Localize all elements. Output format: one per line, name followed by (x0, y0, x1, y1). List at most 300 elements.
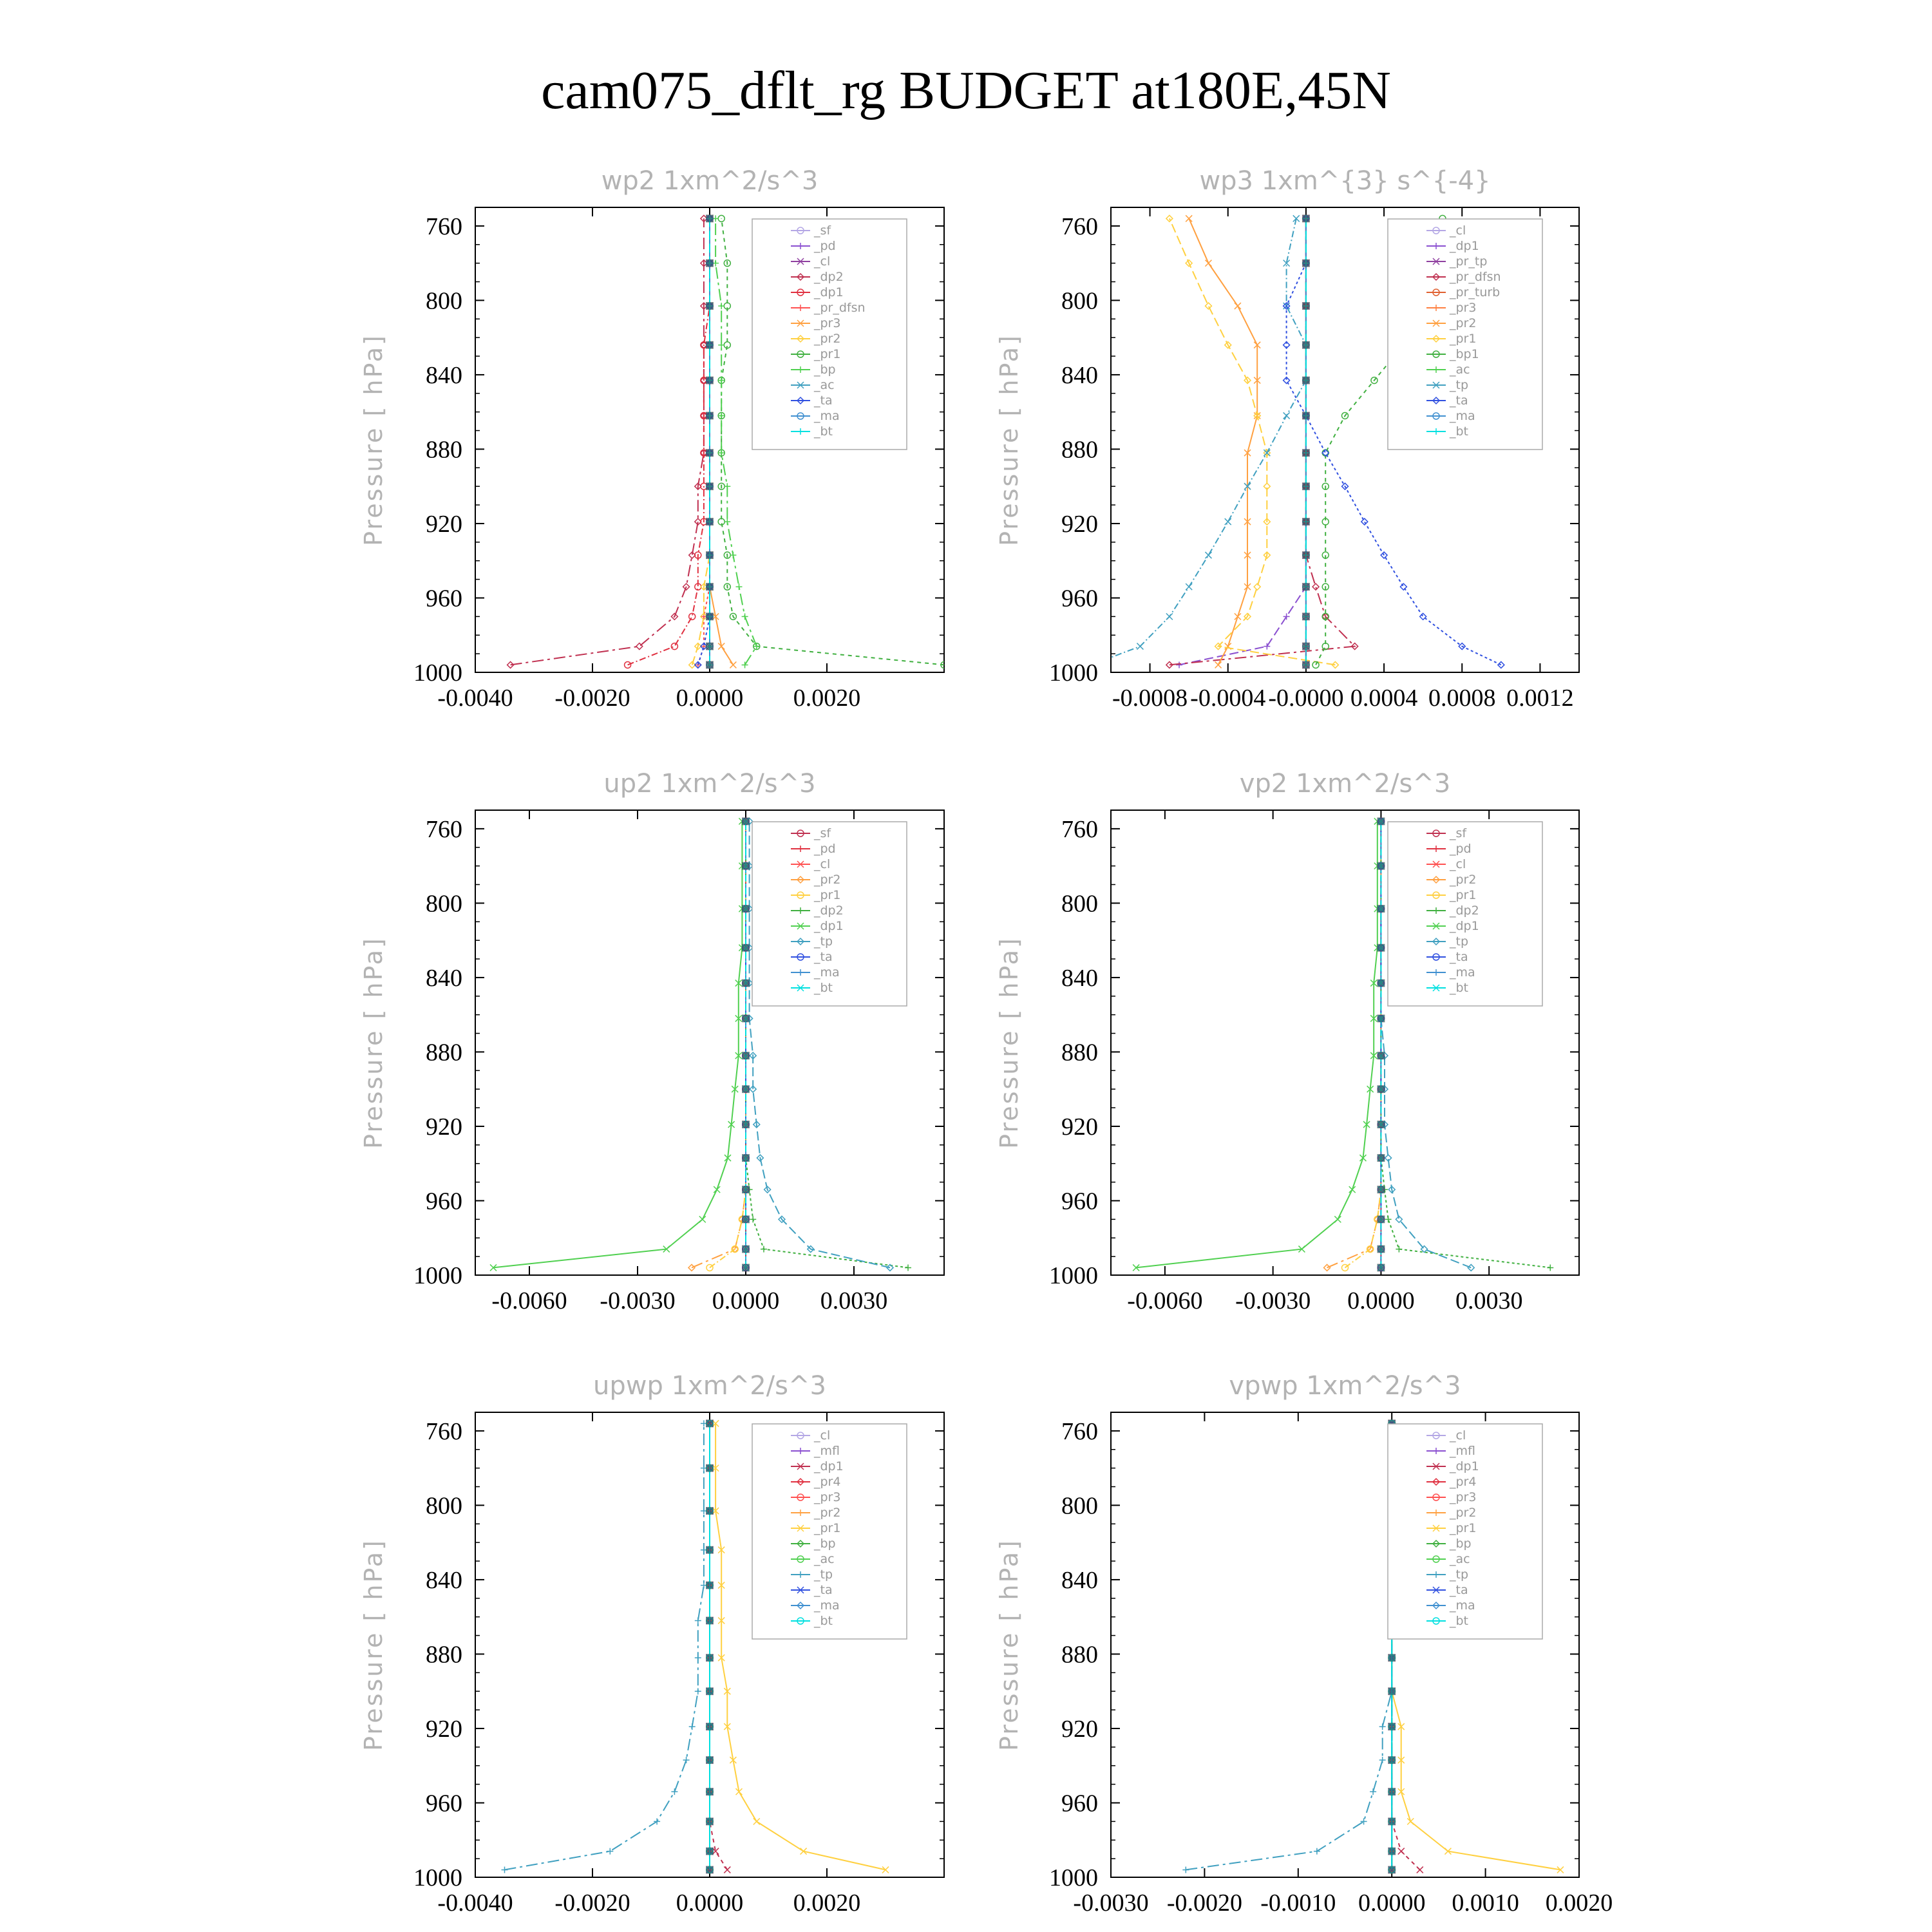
data-point (730, 661, 736, 668)
panel-2 (995, 166, 1579, 712)
data-point (706, 302, 714, 310)
legend-label: _pr2 (814, 873, 841, 887)
series-line-dp1 (628, 218, 710, 665)
x-tick-label: 0.0020 (793, 1889, 861, 1917)
y-tick-label: 760 (1061, 1417, 1098, 1445)
y-tick-label: 880 (426, 1039, 462, 1066)
y-tick-label: 920 (426, 1715, 462, 1743)
series-line-pr1 (1345, 821, 1381, 1267)
data-point (1302, 214, 1310, 222)
data-point (742, 817, 750, 825)
data-point (706, 661, 714, 668)
x-tick-label: 0.0030 (1455, 1287, 1523, 1314)
legend-label: _ta (1450, 1583, 1468, 1597)
data-point (1166, 613, 1173, 620)
data-point (761, 1246, 767, 1253)
data-point (695, 1654, 701, 1661)
legend-label: _pr2 (1450, 873, 1477, 887)
data-point (706, 1756, 714, 1764)
data-point (1377, 817, 1385, 825)
data-point (724, 518, 730, 525)
legend-label: _pr_dfsn (1450, 270, 1501, 284)
data-point (742, 1154, 750, 1162)
panel-title: wp2 1xm^2/s^3 (601, 166, 819, 196)
series-line-pr2 (1327, 821, 1381, 1267)
legend-label: _bt (814, 981, 833, 995)
data-point (1302, 518, 1310, 526)
data-point (706, 551, 714, 559)
data-point (706, 1464, 714, 1472)
legend-label: _dp2 (814, 904, 844, 918)
data-point (1283, 412, 1290, 419)
legend-label: _tp (1450, 378, 1469, 392)
x-tick-label: -0.0060 (1127, 1287, 1203, 1314)
data-point (706, 1817, 714, 1825)
data-point (654, 1818, 660, 1824)
legend-label: _bp (814, 363, 836, 377)
data-point (1498, 661, 1504, 668)
data-point (1377, 1245, 1385, 1253)
panel-title: wp3 1xm^{3} s^{-4} (1199, 166, 1491, 196)
series-line-pr_dfsn (1170, 218, 1355, 665)
y-tick-label: 960 (426, 1188, 462, 1215)
data-point (706, 1723, 714, 1730)
data-point (1302, 583, 1310, 591)
x-tick-label: 0.0020 (793, 685, 861, 712)
legend-label: _pr4 (814, 1475, 841, 1489)
data-point (1468, 1264, 1474, 1271)
data-point (1254, 583, 1260, 590)
x-tick-label: 0.0008 (1428, 685, 1496, 712)
data-point (1361, 518, 1368, 525)
legend-label: _ta (1450, 950, 1468, 964)
legend-label: _bt (814, 424, 833, 439)
data-point (1377, 1014, 1385, 1022)
y-axis-label: Pressure [ hPa] (359, 334, 388, 546)
panel-1 (359, 166, 947, 712)
legend (752, 219, 907, 450)
y-tick-label: 880 (1061, 436, 1098, 464)
data-point (742, 1186, 750, 1193)
legend-label: _pd (1450, 842, 1472, 856)
data-point (1283, 613, 1290, 620)
series-line-dp2 (511, 218, 704, 665)
data-point (706, 1687, 714, 1695)
y-tick-label: 800 (426, 1492, 462, 1520)
legend-label: _pr1 (814, 347, 841, 361)
data-point (1302, 341, 1310, 349)
y-tick-label: 800 (1061, 287, 1098, 315)
data-point (706, 1546, 714, 1554)
legend-label: _ma (1450, 965, 1475, 980)
data-point (753, 1818, 760, 1824)
y-tick-label: 880 (426, 436, 462, 464)
x-tick-label: -0.0040 (437, 1889, 513, 1917)
y-tick-label: 960 (1061, 1188, 1098, 1215)
y-tick-label: 920 (1061, 510, 1098, 538)
legend-label: _pr1 (1450, 1521, 1477, 1535)
data-point (1314, 1848, 1320, 1855)
data-point (742, 862, 750, 870)
data-point (625, 661, 631, 668)
legend-label: _cl (814, 254, 831, 269)
legend-label: _cl (814, 1428, 831, 1443)
data-point (1312, 583, 1319, 590)
x-tick-label: 0.0012 (1506, 685, 1574, 712)
data-point (718, 342, 724, 348)
data-point (1398, 1848, 1405, 1855)
data-point (1342, 1264, 1349, 1271)
data-point (1215, 661, 1222, 668)
y-tick-label: 1000 (1049, 1864, 1098, 1891)
figure-title: cam075_dflt_rg BUDGET at180E,45N (541, 61, 1391, 120)
data-point (714, 1186, 720, 1193)
data-point (1264, 643, 1270, 650)
x-tick-label: 0.0000 (1347, 1287, 1415, 1314)
data-point (1379, 1723, 1386, 1730)
data-point (742, 1052, 750, 1059)
data-point (1377, 1264, 1385, 1271)
legend-label: _tp (1450, 934, 1469, 949)
data-point (750, 1216, 756, 1222)
data-point (724, 483, 730, 489)
x-tick-label: -0.0020 (554, 1889, 630, 1917)
legend-label: _tp (814, 1567, 833, 1582)
y-tick-label: 760 (1061, 815, 1098, 843)
data-point (1302, 302, 1310, 310)
data-point (1417, 1866, 1423, 1873)
x-tick-label: -0.0008 (1112, 685, 1188, 712)
data-point (699, 1216, 706, 1222)
data-point (706, 1264, 713, 1271)
y-axis-label: Pressure [ hPa] (995, 1539, 1023, 1751)
data-point (1547, 1264, 1553, 1271)
data-point (1361, 1818, 1367, 1824)
legend-label: _dp1 (1450, 239, 1479, 253)
y-tick-label: 800 (1061, 890, 1098, 918)
y-tick-label: 840 (426, 1566, 462, 1594)
legend-label: _ta (814, 1583, 833, 1597)
panel-title: vp2 1xm^2/s^3 (1239, 769, 1451, 799)
data-point (1388, 1687, 1396, 1695)
x-tick-label: -0.0030 (1073, 1889, 1149, 1917)
data-point (1377, 1121, 1385, 1128)
data-point (706, 518, 714, 526)
legend-label: _ta (814, 950, 833, 964)
data-point (607, 1848, 613, 1855)
y-tick-label: 840 (1061, 1566, 1098, 1594)
legend-label: _pr_dfsn (814, 301, 866, 315)
legend-label: _bp (1450, 1537, 1472, 1551)
legend-label: _pr3 (814, 1490, 841, 1504)
data-point (706, 583, 714, 591)
y-tick-label: 960 (1061, 1790, 1098, 1817)
legend (1388, 1424, 1542, 1639)
x-tick-label: 0.0004 (1350, 685, 1418, 712)
legend-label: _pr4 (1450, 1475, 1477, 1489)
data-point (1377, 1154, 1385, 1162)
y-tick-label: 920 (426, 1113, 462, 1141)
data-point (688, 1264, 695, 1271)
data-point (1302, 412, 1310, 419)
data-point (1302, 482, 1310, 490)
legend-label: _pd (814, 842, 836, 856)
legend-label: _ac (814, 378, 835, 392)
data-point (706, 643, 714, 650)
legend-label: _ac (1450, 363, 1470, 377)
legend-label: _dp1 (814, 1459, 844, 1473)
legend-label: _dp1 (814, 285, 844, 299)
panel-title: upwp 1xm^2/s^3 (593, 1371, 826, 1401)
legend-label: _dp2 (814, 270, 844, 284)
series-line-dp1 (1136, 821, 1378, 1267)
data-point (706, 341, 714, 349)
legend-label: _pr_tp (1450, 254, 1488, 269)
y-tick-label: 880 (1061, 1039, 1098, 1066)
panel-3 (359, 769, 944, 1314)
legend-label: _pr1 (1450, 888, 1477, 902)
legend-label: _pr3 (1450, 301, 1477, 315)
y-tick-label: 760 (1061, 213, 1098, 240)
data-point (1312, 661, 1319, 668)
legend-label: _ma (814, 1598, 840, 1613)
data-point (730, 552, 736, 558)
y-tick-label: 960 (426, 585, 462, 612)
data-point (1377, 1085, 1385, 1093)
data-point (1334, 1216, 1341, 1222)
panel-title: up2 1xm^2/s^3 (603, 769, 816, 799)
y-tick-label: 1000 (413, 659, 462, 687)
data-point (502, 1866, 508, 1873)
data-point (1388, 1866, 1396, 1873)
data-point (742, 613, 748, 620)
data-point (695, 1688, 701, 1694)
series-line-pr1 (1170, 218, 1335, 665)
data-point (1377, 1186, 1385, 1193)
data-point (724, 1866, 730, 1873)
y-tick-label: 840 (426, 964, 462, 992)
legend-label: _pr2 (1450, 1506, 1477, 1520)
legend-label: _bt (1450, 424, 1469, 439)
data-point (1225, 518, 1231, 525)
data-point (1137, 643, 1143, 650)
data-point (742, 1014, 750, 1022)
data-point (1388, 1788, 1396, 1795)
y-tick-label: 920 (1061, 1715, 1098, 1743)
y-tick-label: 1000 (413, 1864, 462, 1891)
legend-label: _pr2 (814, 332, 841, 346)
legend-label: _cl (1450, 1428, 1466, 1443)
data-point (1379, 1757, 1386, 1763)
data-point (1302, 612, 1310, 620)
legend-label: _ta (814, 393, 833, 408)
data-point (1370, 1788, 1376, 1795)
legend-label: _sf (814, 223, 831, 238)
legend-label: _cl (1450, 223, 1466, 238)
y-tick-label: 960 (1061, 585, 1098, 612)
y-tick-label: 880 (426, 1641, 462, 1669)
data-point (1400, 583, 1406, 590)
data-point (706, 449, 714, 457)
data-point (1186, 215, 1192, 222)
legend (1388, 219, 1542, 450)
legend-label: _bp1 (1450, 347, 1479, 361)
data-point (1388, 1817, 1396, 1825)
data-point (1385, 1216, 1392, 1222)
data-point (742, 1264, 750, 1271)
legend-label: _sf (814, 826, 831, 840)
legend-label: _pr2 (1450, 316, 1477, 330)
legend-label: _ma (1450, 1598, 1475, 1613)
data-point (1388, 1654, 1396, 1662)
legend-label: _pr_turb (1450, 285, 1501, 299)
legend-label: _pr3 (814, 316, 841, 330)
data-point (706, 1788, 714, 1795)
x-tick-label: -0.0030 (1235, 1287, 1311, 1314)
data-point (1396, 1246, 1402, 1253)
data-point (706, 377, 714, 384)
data-point (1302, 643, 1310, 650)
data-point (706, 1419, 714, 1427)
legend-label: _bt (1450, 981, 1469, 995)
data-point (742, 1121, 750, 1128)
x-tick-label: -0.0004 (1190, 685, 1266, 712)
data-point (1377, 862, 1385, 870)
x-tick-label: -0.0020 (1166, 1889, 1242, 1917)
x-tick-label: -0.0010 (1260, 1889, 1336, 1917)
data-point (706, 482, 714, 490)
y-tick-label: 760 (426, 1417, 462, 1445)
y-tick-label: 800 (426, 890, 462, 918)
series-line-pr1 (710, 821, 746, 1267)
data-point (706, 412, 714, 419)
data-point (1302, 260, 1310, 267)
legend-label: _bp (814, 1537, 836, 1551)
y-tick-label: 960 (426, 1790, 462, 1817)
series-line-tp (1186, 1423, 1392, 1870)
x-tick-label: -0.0000 (1268, 685, 1344, 712)
y-tick-label: 840 (1061, 361, 1098, 389)
legend-label: _tp (1450, 1567, 1469, 1582)
data-point (706, 1654, 714, 1662)
data-point (671, 643, 677, 650)
legend-label: _mfl (1450, 1444, 1475, 1458)
data-point (1182, 1866, 1189, 1873)
panel-6 (995, 1371, 1613, 1917)
data-point (1377, 1052, 1385, 1059)
x-tick-label: 0.0010 (1452, 1889, 1519, 1917)
legend-label: _dp2 (1450, 904, 1479, 918)
data-point (742, 944, 750, 952)
data-point (742, 905, 750, 913)
x-tick-label: -0.0060 (491, 1287, 567, 1314)
data-point (706, 612, 714, 620)
data-point (1302, 377, 1310, 384)
y-axis-label: Pressure [ hPa] (359, 1539, 388, 1751)
legend (752, 1424, 907, 1639)
data-point (1388, 1723, 1396, 1730)
data-point (1235, 303, 1241, 309)
x-tick-label: 0.0000 (712, 1287, 780, 1314)
series-line-dp1 (493, 821, 742, 1267)
panel-title: vpwp 1xm^2/s^3 (1229, 1371, 1461, 1401)
data-point (742, 1085, 750, 1093)
legend-label: _ma (814, 409, 840, 423)
data-point (706, 1866, 714, 1873)
legend-label: _pr2 (814, 1506, 841, 1520)
y-axis-label: Pressure [ hPa] (995, 334, 1023, 546)
data-point (706, 1616, 714, 1624)
data-point (1302, 661, 1310, 668)
data-point (706, 1848, 714, 1855)
y-tick-label: 800 (1061, 1492, 1098, 1520)
data-point (1176, 661, 1182, 668)
legend-label: _pr1 (1450, 332, 1477, 346)
panel-4 (995, 769, 1579, 1314)
data-point (683, 1757, 690, 1763)
legend-label: _pr1 (814, 1521, 841, 1535)
data-point (671, 1788, 677, 1795)
x-tick-label: 0.0020 (1545, 1889, 1613, 1917)
y-tick-label: 1000 (1049, 1262, 1098, 1289)
y-tick-label: 920 (426, 510, 462, 538)
data-point (1186, 583, 1192, 590)
legend-label: _sf (1450, 826, 1467, 840)
legend-label: _cl (814, 857, 831, 871)
legend-label: _ta (1450, 393, 1468, 408)
legend-label: _pr1 (814, 888, 841, 902)
y-tick-label: 840 (426, 361, 462, 389)
data-point (1388, 1848, 1396, 1855)
y-tick-label: 800 (426, 287, 462, 315)
data-point (1388, 1756, 1396, 1764)
x-tick-label: 0.0000 (676, 1889, 744, 1917)
data-point (742, 1215, 750, 1223)
y-tick-label: 920 (1061, 1113, 1098, 1141)
legend-label: _ac (1450, 1552, 1470, 1566)
legend-label: _dp1 (814, 919, 844, 933)
y-tick-label: 1000 (1049, 659, 1098, 687)
series-line-dp1 (710, 1423, 727, 1870)
y-tick-label: 1000 (413, 1262, 462, 1289)
panel-5 (359, 1371, 944, 1917)
data-point (1377, 944, 1385, 952)
data-point (1349, 1186, 1356, 1193)
series-line-tp (505, 1423, 704, 1870)
y-tick-label: 760 (426, 815, 462, 843)
y-axis-label: Pressure [ hPa] (359, 936, 388, 1149)
data-point (742, 980, 750, 987)
x-tick-label: -0.0020 (554, 685, 630, 712)
y-tick-label: 840 (1061, 964, 1098, 992)
data-point (1377, 905, 1385, 913)
legend-label: _ac (814, 1552, 835, 1566)
x-tick-label: 0.0000 (1358, 1889, 1426, 1917)
legend-label: _cl (1450, 857, 1466, 871)
x-tick-label: 0.0030 (820, 1287, 888, 1314)
data-point (1205, 552, 1211, 558)
x-tick-label: -0.0030 (600, 1287, 676, 1314)
legend-label: _pr3 (1450, 1490, 1477, 1504)
data-point (905, 1264, 911, 1271)
y-axis-label: Pressure [ hPa] (995, 936, 1023, 1149)
data-point (695, 1617, 701, 1624)
legend-label: _bt (814, 1614, 833, 1628)
data-point (1235, 613, 1241, 620)
data-point (1205, 260, 1211, 267)
x-tick-label: 0.0000 (676, 685, 744, 712)
data-point (718, 303, 724, 309)
